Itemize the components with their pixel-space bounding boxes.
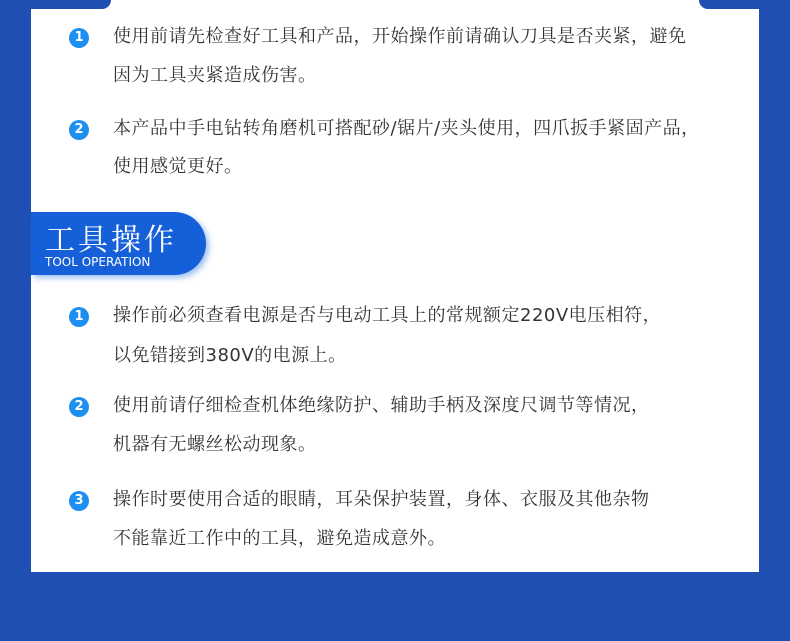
item-text-line: 使用前请仔细检查机体绝缘防护、辅助手柄及深度尺调节等情况， xyxy=(113,395,650,416)
content-card xyxy=(31,0,759,572)
item-text-line: 使用感觉更好。 xyxy=(113,156,243,177)
number-badge: 1 xyxy=(69,28,89,48)
item-text-line: 本产品中手电钻转角磨机可搭配砂/锯片/夹头使用，四爪扳手紧固产品， xyxy=(113,118,700,139)
item-text-line: 操作时要使用合适的眼睛，耳朵保护装置，身体、衣服及其他杂物 xyxy=(113,489,650,510)
item-text-line: 因为工具夹紧造成伤害。 xyxy=(113,65,317,86)
number-badge: 1 xyxy=(69,307,89,327)
top-left-tab-decoration xyxy=(31,0,111,9)
item-text-line: 使用前请先检查好工具和产品，开始操作前请确认刀具是否夹紧，避免 xyxy=(113,26,687,47)
section-banner xyxy=(31,212,206,275)
section-title: 工具操作 xyxy=(45,223,177,258)
section-subtitle: TOOL OPERATION xyxy=(45,255,151,269)
number-badge: 3 xyxy=(69,491,89,511)
item-text-line: 机器有无螺丝松动现象。 xyxy=(113,434,317,455)
item-text-line: 不能靠近工作中的工具，避免造成意外。 xyxy=(113,528,446,549)
number-badge: 2 xyxy=(69,397,89,417)
number-badge: 2 xyxy=(69,120,89,140)
top-right-tab-decoration xyxy=(699,0,759,9)
item-text-line: 以免错接到380V的电源上。 xyxy=(113,345,347,366)
item-text-line: 操作前必须查看电源是否与电动工具上的常规额定220V电压相符， xyxy=(113,305,662,326)
